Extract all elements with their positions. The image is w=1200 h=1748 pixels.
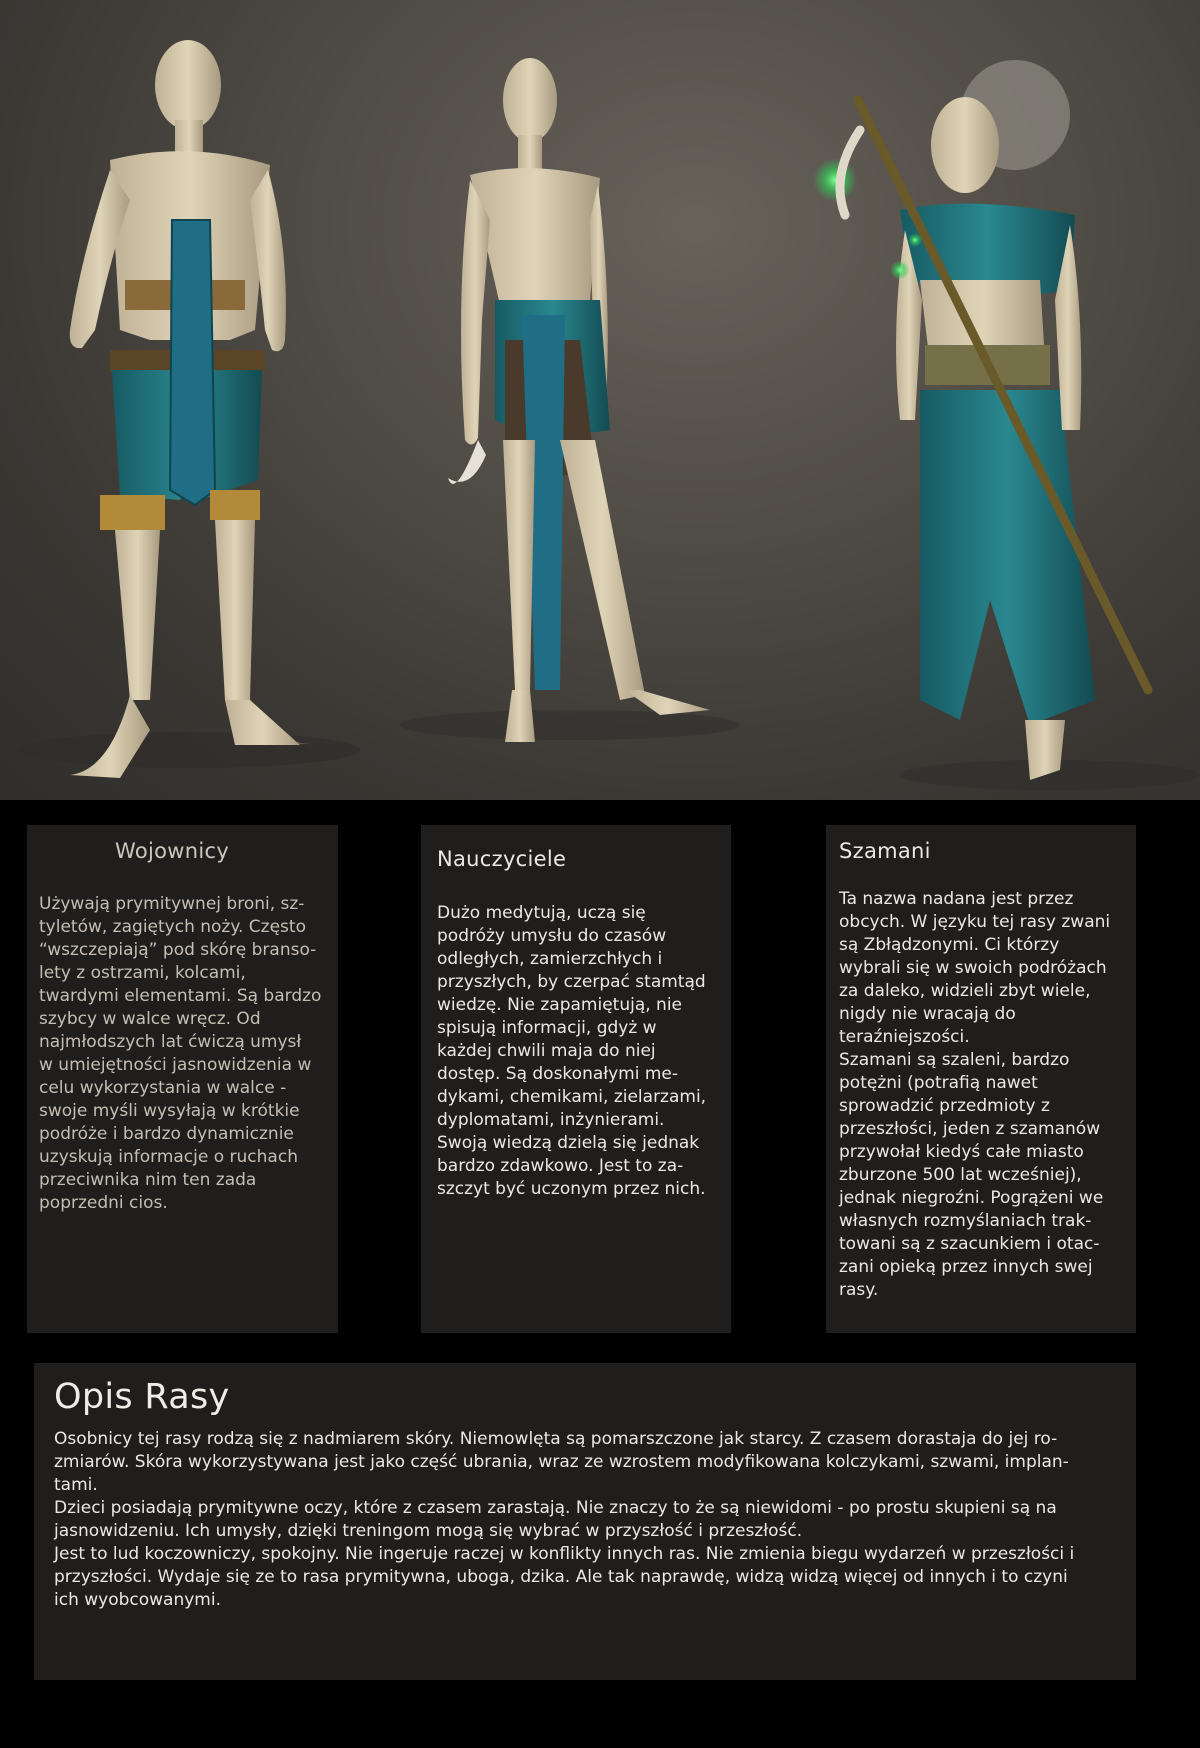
card-wojownicy (27, 825, 338, 1333)
card-nauczyciele (421, 825, 731, 1333)
teacher-figure (448, 58, 710, 742)
card-body-szamani: Ta nazwa nadana jest przez obcych. W języku tej rasy zwani są Zbłądzonymi. Ci którzy wybrali się w swoich podróżach za daleko, widzieli zbyt wiele, nigdy nie wracają do teraźniejszości. Szamani są szaleni, bardzo potężni (potrafią nawet sprowadzić przedmioty z przeszłości, jeden z szamanów przywołał kiedyś całe miasto zburzone 500 lat wcześniej), jednak niegroźni. Pogrążeni we własnych rozmyślaniach trak- towani są z szacunkiem i otac- zani opieką przez innych swej rasy. (839, 889, 1111, 1300)
card-opis-rasy (34, 1363, 1136, 1680)
card-title-szamani: Szamani (839, 839, 931, 863)
shaman-figure (813, 60, 1148, 780)
card-body-wojownicy: Używają prymitywnej broni, sz- tyletów, zagiętych noży. Często “wszczepiają” pod skórę branso- lety z ostrzami, kolcami, twardymi elementami. Są bardzo szybcy w walce wręcz. Od najmłodszych lat ćwiczą umysł w umiejętności jasnowidzenia w celu wykorzystania w walce - swoje myśli wysyłają w krótkie podróże i bardzo dynamicznie uzyskują informacje o ruchach przeciwnika nim ten zada poprzedni cios. (39, 894, 322, 1213)
card-title-nauczyciele: Nauczyciele (437, 847, 567, 871)
character-illustration (0, 0, 1200, 800)
card-body-nauczyciele: Dużo medytują, uczą się podróży umysłu do czasów odległych, zamierzchłych i przyszłych, by czerpać stamtąd wiedzę. Nie zapamiętują, nie spisują informacji, gdyż w każdej chwili maja do niej dostęp. Są doskonałymi me- dykami, chemikami, zielarzami, dyplomatami, inżynierami. Swoją wiedzą dzielą się jednak bardzo zdawkowo. Jest to za- szczyt być uczonym przez nich. (437, 903, 707, 1199)
warrior-figure (70, 40, 320, 778)
card-szamani (826, 825, 1136, 1333)
characters-artwork (0, 0, 1200, 800)
card-title-wojownicy: Wojownicy (115, 839, 230, 863)
card-title-opis-rasy: Opis Rasy (54, 1377, 230, 1417)
card-body-opis-rasy: Osobnicy tej rasy rodzą się z nadmiarem skóry. Niemowlęta są pomarszczone jak starcy. Z czasem dorastaja do jej ro- zmiarów. Skóra wykorzystywana jest jako część ubrania, wraz ze wzrostem modyfikowana kolczykami, szwami, implan- tami. Dzieci posiadają prymitywne oczy, które z czasem zarastają. Nie znaczy to że są niewidomi - po prostu skupieni są na jasnowidzeniu. Ich umysły, dzięki treningom mogą się wybrać w przyszłość i przeszłość. Jest to lud koczowniczy, spokojny. Nie ingeruje raczej w konflikty innych ras. Nie zmienia biegu wydarzeń w przeszłości i przyszłości. Wydaje się ze to rasa prymitywna, uboga, dzika. Ale tak naprawdę, widzą widzą więcej od innych i to czyni ich wyobcowanymi. (54, 1429, 1075, 1610)
